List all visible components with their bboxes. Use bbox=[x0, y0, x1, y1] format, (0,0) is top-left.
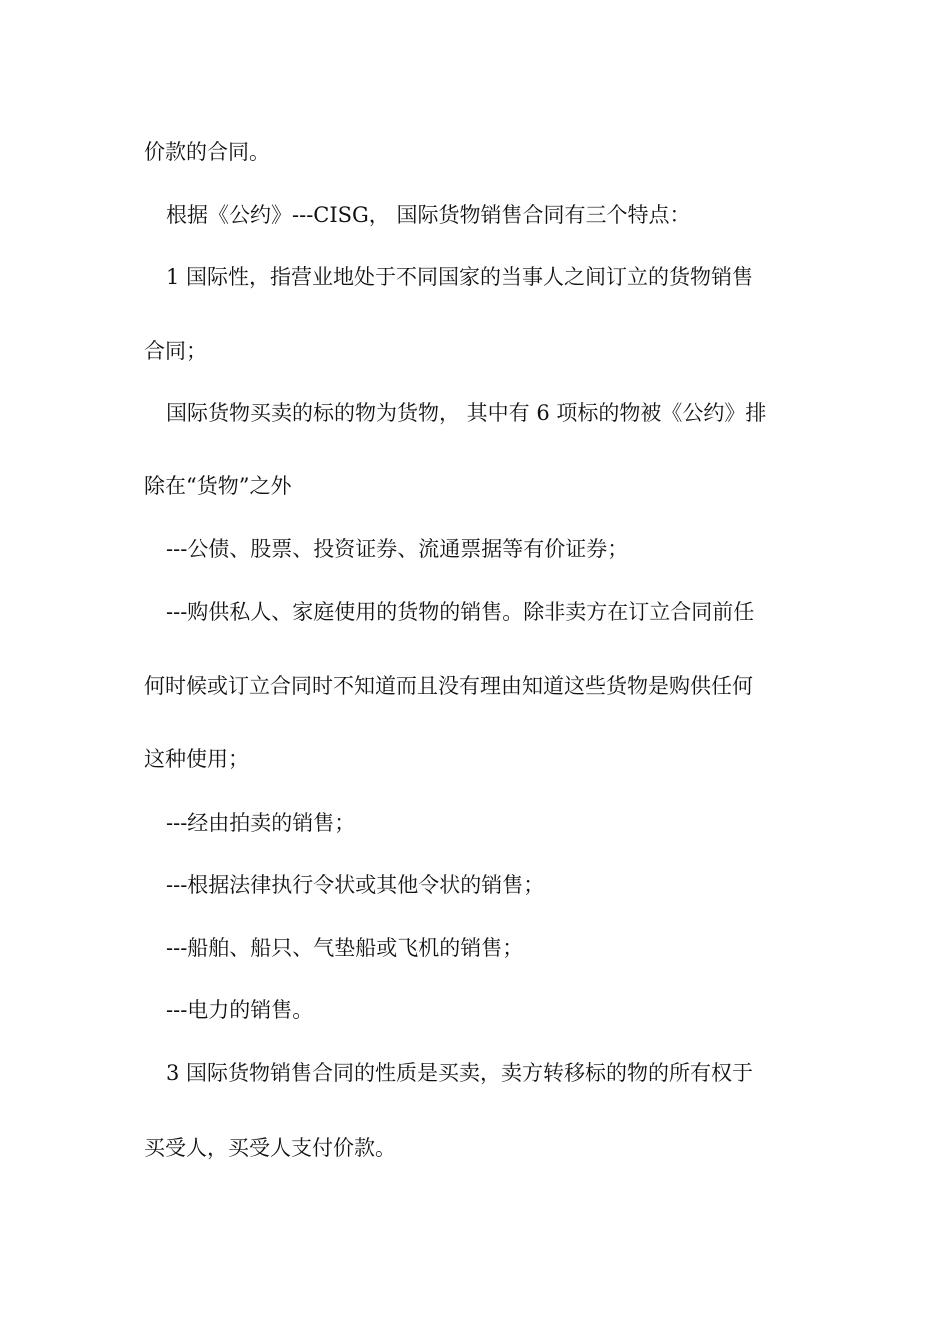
text-line-6: 除在“货物”之外 bbox=[144, 474, 292, 498]
text-line-14: ---电力的销售。 bbox=[166, 998, 314, 1022]
text-line-16: 买受人，买受人支付价款。 bbox=[144, 1136, 396, 1160]
text-line-1: 价款的合同。 bbox=[144, 140, 270, 164]
text-line-4: 合同； bbox=[144, 339, 207, 363]
text-line-12: ---根据法律执行令状或其他令状的销售； bbox=[166, 873, 545, 897]
text-line-10: 这种使用； bbox=[144, 747, 249, 771]
text-line-3: 1 国际性，指营业地处于不同国家的当事人之间订立的货物销售 bbox=[166, 265, 754, 289]
text-line-8: ---购供私人、家庭使用的货物的销售。除非卖方在订立合同前任 bbox=[166, 600, 755, 624]
text-line-2: 根据《公约》---CISG， 国际货物销售合同有三个特点： bbox=[166, 203, 691, 227]
text-line-7: ---公债、股票、投资证券、流通票据等有价证券； bbox=[166, 537, 629, 561]
text-line-15: 3 国际货物销售合同的性质是买卖，卖方转移标的物的所有权于 bbox=[166, 1061, 754, 1085]
text-line-5: 国际货物买卖的标的物为货物， 其中有 6 项标的物被《公约》排 bbox=[166, 401, 767, 425]
text-line-13: ---船舶、船只、气垫船或飞机的销售； bbox=[166, 936, 524, 960]
text-line-11: ---经由拍卖的销售； bbox=[166, 811, 356, 835]
text-line-9: 何时候或订立合同时不知道而且没有理由知道这些货物是购供任何 bbox=[144, 674, 753, 698]
